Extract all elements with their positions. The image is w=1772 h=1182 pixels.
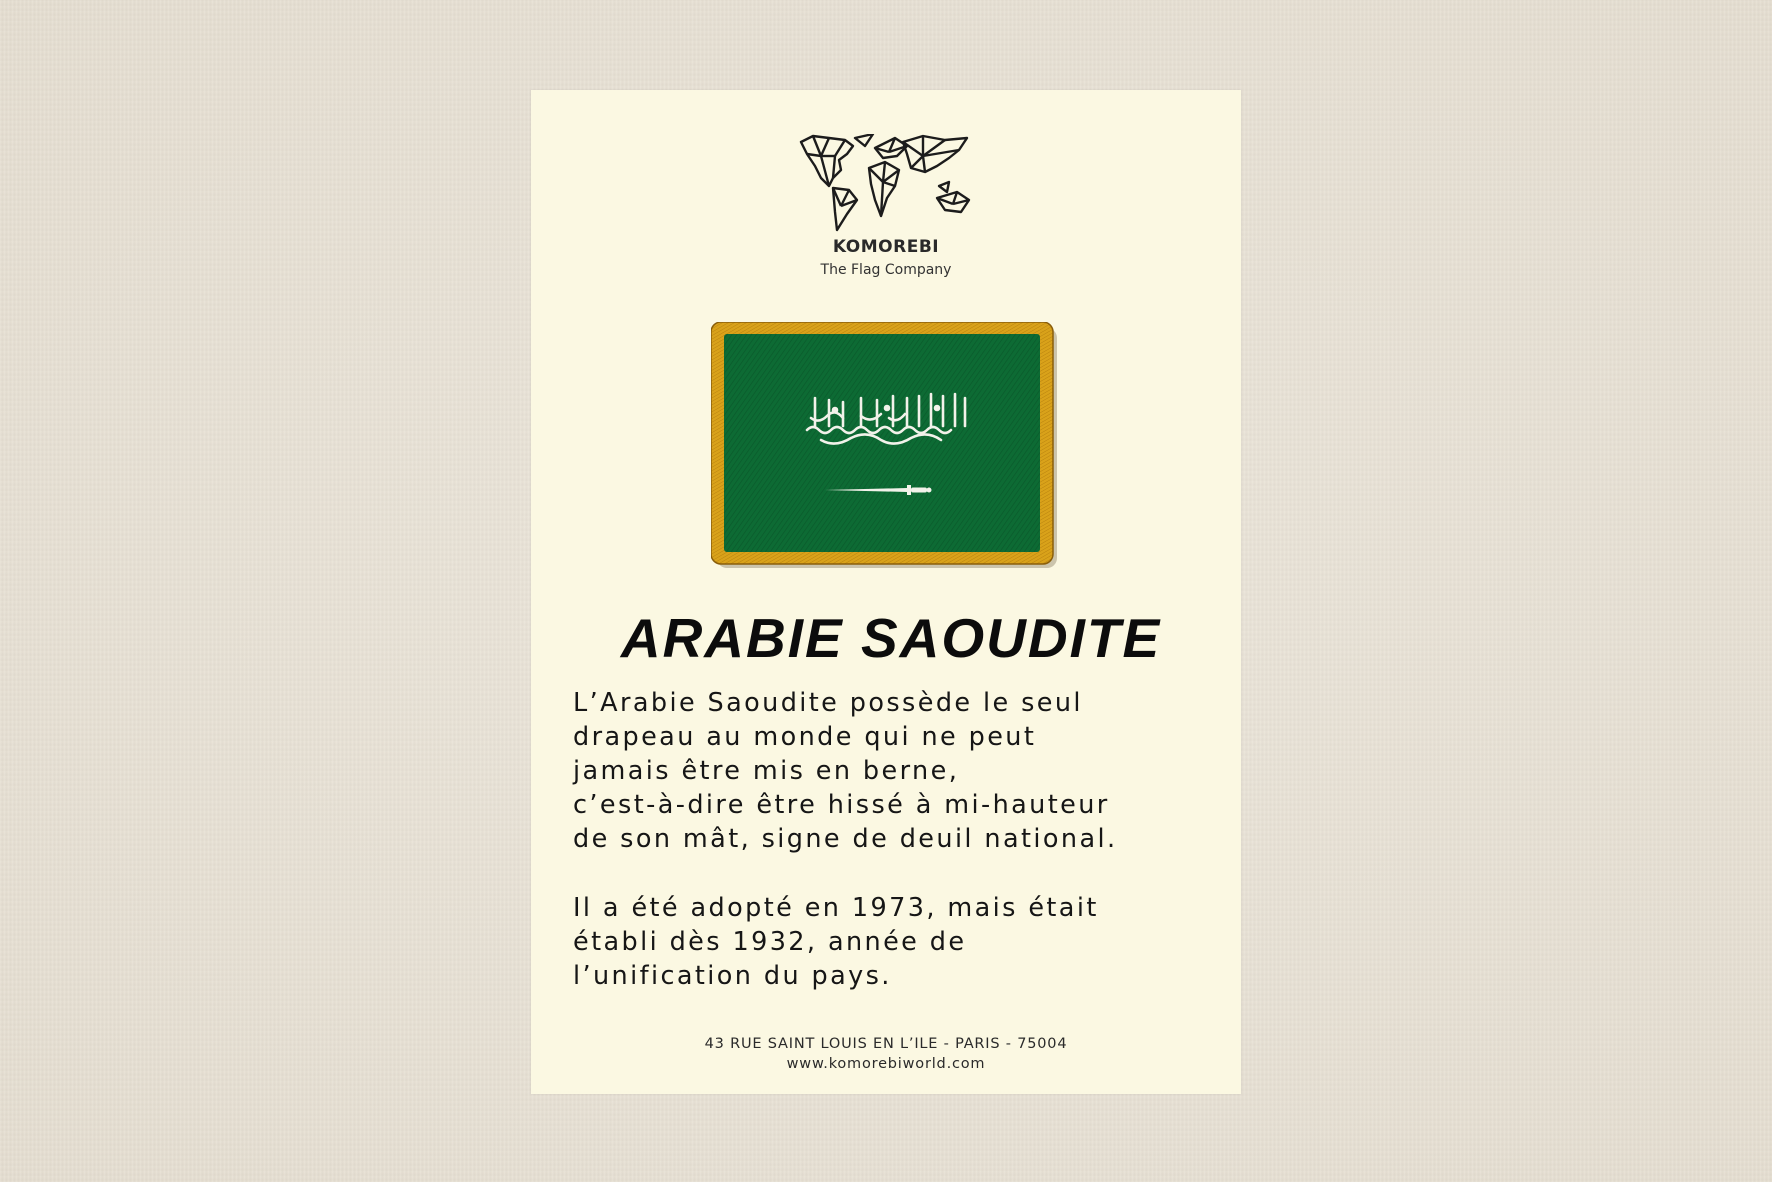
country-title: ARABIE SAOUDITE bbox=[620, 607, 1162, 669]
website-link[interactable]: www.komorebiworld.com bbox=[786, 1056, 986, 1072]
brand-name: KOMOREBI bbox=[832, 237, 940, 257]
geometric-world-map-icon bbox=[799, 134, 971, 234]
brand-tagline: The Flag Company bbox=[820, 262, 952, 278]
description-paragraph: L’Arabie Saoudite possède le seul drapeau au monde qui ne peut jamais être mis en berne, c’est-à-dire être hissé à mi-hauteur de son mât, signe de deuil national. bbox=[573, 688, 1118, 854]
saudi-arabia-flag-patch bbox=[711, 322, 1059, 568]
history-paragraph: Il a été adopté en 1973, mais était établi dès 1932, année de l’unification du pays. bbox=[573, 893, 1099, 991]
info-card bbox=[531, 90, 1241, 1094]
store-address: 43 RUE SAINT LOUIS EN L’ILE - PARIS - 75004 bbox=[704, 1036, 1068, 1052]
